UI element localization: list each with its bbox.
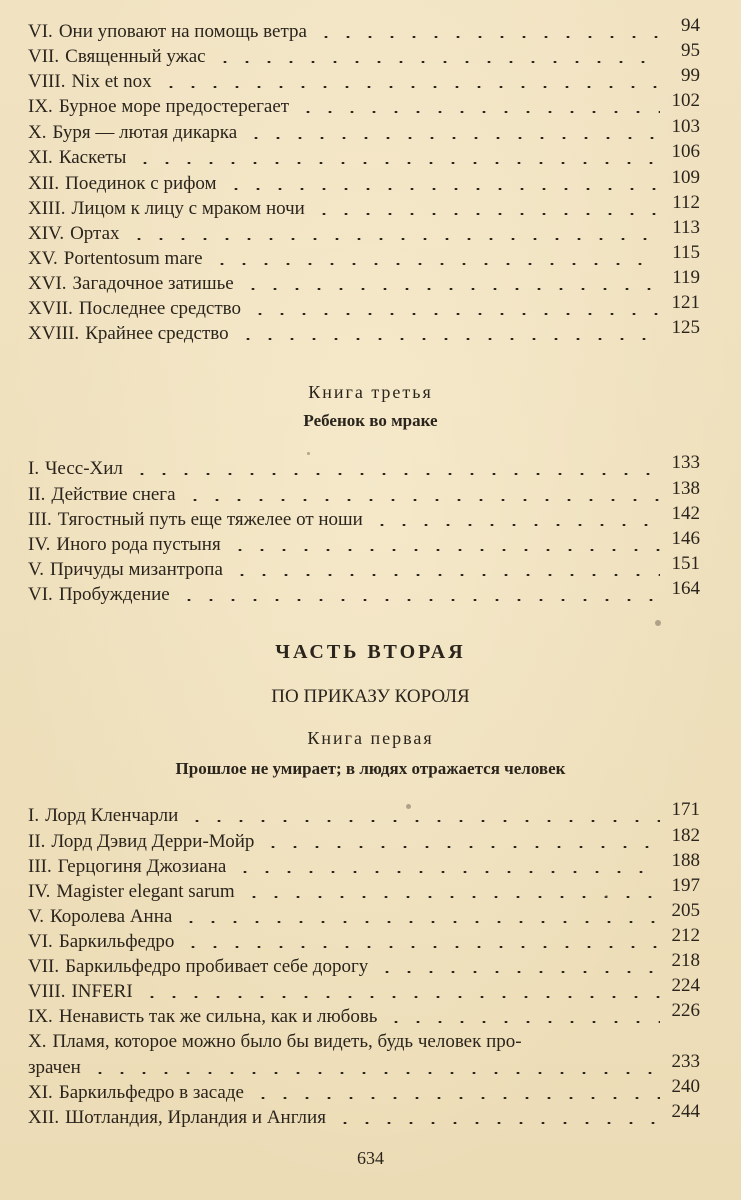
dot-leader <box>376 971 660 973</box>
toc-entry <box>28 90 700 119</box>
toc-entry-continuation <box>28 1051 700 1080</box>
entry-number: XIV. <box>28 223 65 244</box>
dot-leader <box>178 599 660 601</box>
entry-page: 171 <box>671 799 700 820</box>
dot-leader <box>297 111 660 113</box>
entry-title: Пробуждение <box>58 584 170 605</box>
entry-page: 226 <box>671 1000 700 1021</box>
dot-leader <box>237 338 660 340</box>
toc-entry <box>28 1076 700 1105</box>
entry-title: Лорд Дэвид Дерри-Мойр <box>51 831 255 852</box>
toc-entry <box>28 15 700 44</box>
dot-leader <box>315 36 660 38</box>
dot-leader <box>131 473 660 475</box>
entry-title: Священный ужас <box>65 46 206 67</box>
entry-page: 146 <box>671 528 700 549</box>
entry-number: III. <box>28 856 52 877</box>
part-two-heading: ЧАСТЬ ВТОРАЯ <box>275 641 466 663</box>
toc-entry <box>28 141 700 170</box>
toc-entry <box>28 799 700 828</box>
entry-title: Королева Анна <box>50 906 173 927</box>
book-one-heading: Книга первая <box>307 728 434 748</box>
entry-title: Действие снега <box>51 484 176 505</box>
dot-leader <box>234 871 660 873</box>
entry-page: 138 <box>671 478 700 499</box>
entry-title: Они уповают на помощь ветра <box>58 21 307 42</box>
entry-number: XI. <box>28 147 53 168</box>
dot-leader <box>160 86 660 88</box>
entry-title: Лицом к лицу с мраком ночи <box>71 198 305 219</box>
dot-leader <box>186 820 660 822</box>
entry-page: 197 <box>671 875 700 896</box>
toc-entry <box>28 850 700 879</box>
entry-page: 182 <box>671 825 700 846</box>
entry-page: 119 <box>672 267 700 288</box>
toc-entry <box>28 167 700 196</box>
entry-page: 125 <box>671 317 700 338</box>
entry-title: Баркильфедро пробивает себе дорогу <box>65 956 369 977</box>
entry-number: II. <box>28 831 46 852</box>
entry-page: 151 <box>671 553 700 574</box>
entry-number: IV. <box>28 881 51 902</box>
entry-page: 244 <box>671 1101 700 1122</box>
dot-leader <box>180 921 660 923</box>
entry-title: Пламя, которое можно было бы видеть, будь человек про- <box>52 1031 522 1052</box>
dot-leader <box>252 1097 660 1099</box>
entry-title: зрачен <box>28 1057 81 1078</box>
paper-speck <box>406 804 411 809</box>
entry-title: Лорд Кленчарли <box>45 805 179 826</box>
entry-page: 112 <box>672 192 700 213</box>
dot-leader <box>231 574 660 576</box>
toc-entry <box>28 528 700 557</box>
dot-leader <box>313 213 660 215</box>
toc-entry <box>28 40 700 69</box>
entry-page: 121 <box>671 292 700 313</box>
paper-speck <box>307 452 310 455</box>
entry-page: 142 <box>671 503 700 524</box>
entry-page: 205 <box>671 900 700 921</box>
toc-entry <box>28 242 700 271</box>
entry-page: 133 <box>671 452 700 473</box>
entry-title: Magister elegant sarum <box>56 881 235 902</box>
entry-page: 109 <box>671 167 700 188</box>
entry-title: Загадочное затишье <box>72 273 234 294</box>
entry-page: 233 <box>671 1051 700 1072</box>
entry-page: 103 <box>671 116 700 137</box>
entry-number: XII. <box>28 173 60 194</box>
entry-number: VIII. <box>28 71 66 92</box>
entry-number: XVII. <box>28 298 73 319</box>
dot-leader <box>249 313 660 315</box>
book-three-heading: Книга третья <box>308 382 433 402</box>
entry-page: 224 <box>671 975 700 996</box>
dot-leader <box>141 996 660 998</box>
entry-page: 99 <box>681 65 700 86</box>
dot-leader <box>214 61 660 63</box>
toc-entry <box>28 1101 700 1130</box>
entry-number: V. <box>28 559 45 580</box>
entry-number: IV. <box>28 534 51 555</box>
entry-number: VII. <box>28 956 60 977</box>
entry-number: VII. <box>28 46 60 67</box>
entry-number: VI. <box>28 21 53 42</box>
toc-entry <box>28 317 700 346</box>
entry-title: Герцогиня Джозиана <box>57 856 227 877</box>
entry-title: Каскеты <box>58 147 127 168</box>
entry-number: XI. <box>28 1082 53 1103</box>
entry-title: Поединок с рифом <box>65 173 217 194</box>
dot-leader <box>371 524 660 526</box>
entry-title: Последнее средство <box>78 298 241 319</box>
toc-entry <box>28 65 700 94</box>
entry-page: 102 <box>671 90 700 111</box>
dot-leader <box>184 499 660 501</box>
entry-number: XV. <box>28 248 58 269</box>
toc-entry <box>28 975 700 1004</box>
entry-number: VI. <box>28 931 53 952</box>
entry-page: 164 <box>671 578 700 599</box>
book-three-subtitle: Ребенок во мраке <box>303 411 438 430</box>
dot-leader <box>262 846 660 848</box>
toc-entry <box>28 452 700 481</box>
entry-title: Причуды мизантропа <box>50 559 223 580</box>
dot-leader <box>182 946 660 948</box>
entry-number: XVI. <box>28 273 67 294</box>
entry-page: 115 <box>672 242 700 263</box>
dot-leader <box>211 263 660 265</box>
entry-page: 212 <box>671 925 700 946</box>
dot-leader <box>334 1122 660 1124</box>
toc-entry <box>28 875 700 904</box>
entry-page: 94 <box>681 15 700 36</box>
toc-entry <box>28 478 700 507</box>
toc-entry <box>28 192 700 221</box>
entry-page: 113 <box>672 217 700 238</box>
entry-number: V. <box>28 906 45 927</box>
entry-number: II. <box>28 484 46 505</box>
toc-entry <box>28 217 700 246</box>
dot-leader <box>242 288 660 290</box>
entry-title: Бурное море предостерегает <box>58 96 290 117</box>
toc-entry <box>28 292 700 321</box>
entry-title: Тягостный путь еще тяжелее от ноши <box>57 509 363 530</box>
entry-page: 188 <box>671 850 700 871</box>
toc-entry <box>28 950 700 979</box>
toc-entry <box>28 825 700 854</box>
paper-speck <box>655 620 661 626</box>
toc-entry <box>28 925 700 954</box>
dot-leader <box>245 137 660 139</box>
entry-number: III. <box>28 509 52 530</box>
dot-leader <box>385 1021 660 1023</box>
entry-title: Portentosum mare <box>63 248 203 269</box>
entry-number: X. <box>28 1031 47 1052</box>
entry-title: Ненависть так же сильна, как и любовь <box>58 1006 378 1027</box>
entry-page: 218 <box>671 950 700 971</box>
entry-title: Буря — лютая дикарка <box>52 122 238 143</box>
dot-leader <box>128 238 660 240</box>
part-two-title: ПО ПРИКАЗУ КОРОЛЯ <box>271 686 470 707</box>
entry-title: INFERI <box>71 981 133 1002</box>
entry-number: I. <box>28 458 40 479</box>
entry-title: Иного рода пустыня <box>56 534 221 555</box>
entry-page: 240 <box>671 1076 700 1097</box>
dot-leader <box>134 162 660 164</box>
entry-title: Ортах <box>70 223 120 244</box>
entry-number: IX. <box>28 1006 53 1027</box>
toc-entry <box>28 503 700 532</box>
entry-page: 106 <box>671 141 700 162</box>
entry-number: X. <box>28 122 47 143</box>
entry-number: XII. <box>28 1107 60 1128</box>
dot-leader <box>243 896 660 898</box>
dot-leader <box>89 1072 660 1074</box>
toc-entry <box>28 267 700 296</box>
entry-number: XVIII. <box>28 323 80 344</box>
toc-entry <box>28 116 700 145</box>
toc-entry <box>28 1000 700 1029</box>
entry-title: Чесс-Хил <box>45 458 123 479</box>
entry-title: Nix et nox <box>71 71 152 92</box>
dot-leader <box>225 188 660 190</box>
entry-title: Баркильфедро в засаде <box>58 1082 244 1103</box>
toc-entry <box>28 578 700 607</box>
entry-number: IX. <box>28 96 53 117</box>
book-one-subtitle: Прошлое не умирает; в людях отражается человек <box>175 759 566 778</box>
toc-entry <box>28 900 700 929</box>
entry-number: VIII. <box>28 981 66 1002</box>
entry-number: I. <box>28 805 40 826</box>
entry-title: Крайнее средство <box>85 323 229 344</box>
page-number: 634 <box>357 1148 384 1168</box>
entry-number: VI. <box>28 584 53 605</box>
paper-speck <box>605 895 608 898</box>
dot-leader <box>229 549 660 551</box>
entry-number: XIII. <box>28 198 66 219</box>
toc-entry <box>28 553 700 582</box>
entry-page: 95 <box>681 40 700 61</box>
entry-title: Баркильфедро <box>58 931 175 952</box>
entry-title: Шотландия, Ирландия и Англия <box>65 1107 326 1128</box>
toc-entry <box>28 1030 700 1054</box>
